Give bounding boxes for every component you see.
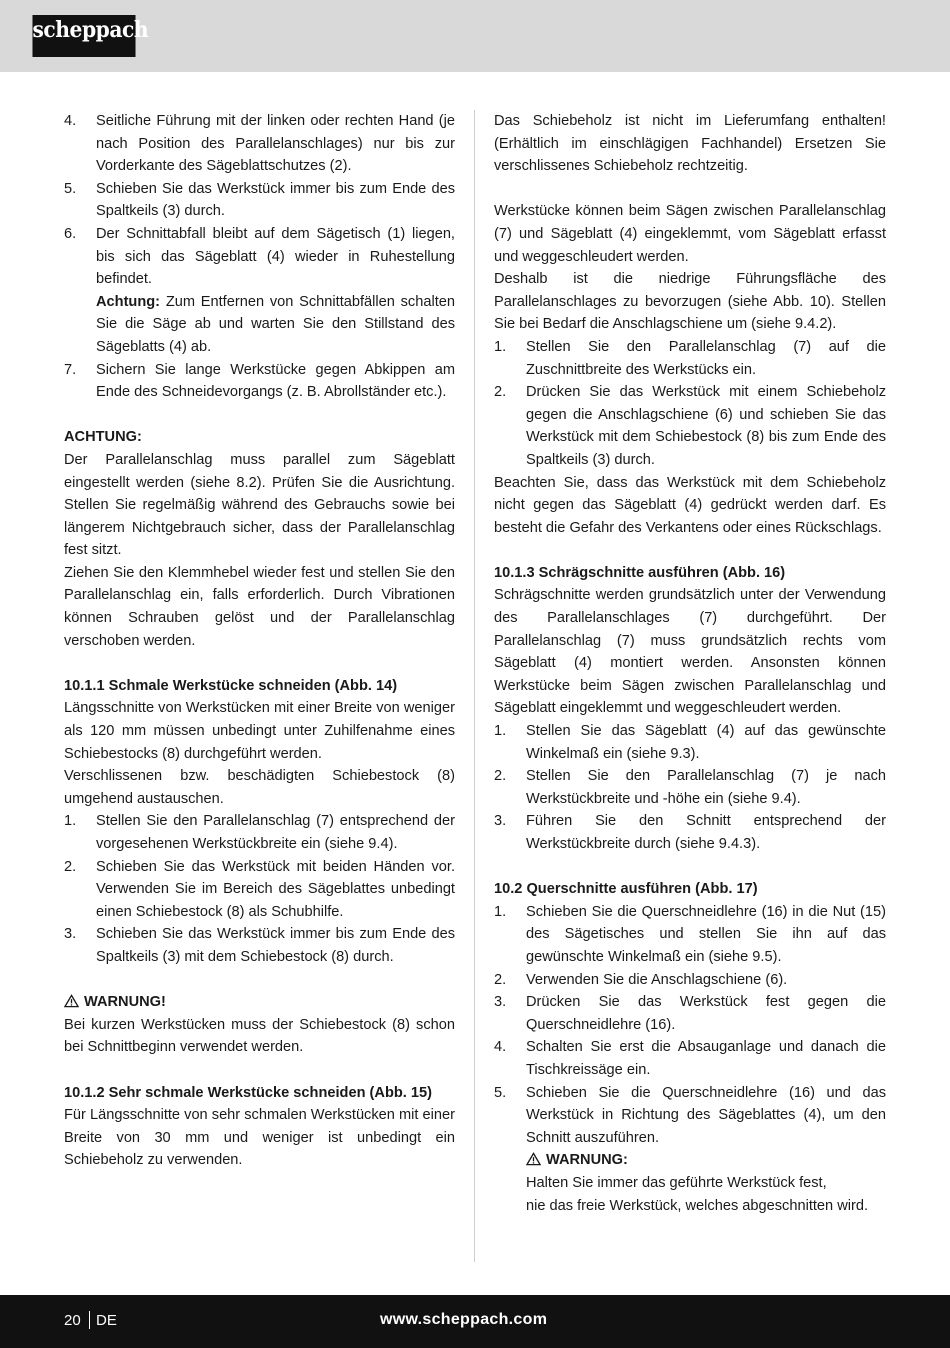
list-number: 5. xyxy=(494,1084,507,1101)
list-item xyxy=(494,1036,886,1081)
list-number: 4. xyxy=(64,113,77,129)
instruction-list xyxy=(64,810,455,968)
paragraph: Deshalb ist die niedrige Führungsfläche des Parallelanschlages zu bevorzugen (siehe Abb. 10). Stellen Sie bei Bedarf die Anschlagschiene um (siehe 9.4.2). xyxy=(494,271,886,333)
list-item xyxy=(64,359,455,404)
instruction-list xyxy=(494,901,886,1217)
section-heading-10-1-2: 10.1.2 Sehr schmale Werkstücke schneiden (Abb. 15) xyxy=(64,1084,432,1101)
achtung-paragraph: Der Parallelanschlag muss parallel zum Sägeblatt eingestellt werden (siehe 8.2). Prüfen Sie die Ausrichtung. Stellen Sie regelmäßig während des Gebrauchs sowie bei längerem Nichtgebrauch sicher, dass der Parallelanschlag fest sitzt. xyxy=(64,451,455,559)
section-heading-10-1-3: 10.1.3 Schrägschnitte ausführen (Abb. 16) xyxy=(494,564,786,581)
instruction-list xyxy=(494,720,886,856)
list-item xyxy=(64,223,455,359)
list-number: 1. xyxy=(494,903,507,920)
list-item xyxy=(64,923,455,968)
list-item xyxy=(64,110,455,178)
section-heading-10-1-1: 10.1.1 Schmale Werkstücke schneiden (Abb. 14) xyxy=(64,677,398,694)
warning-text-line: Halten Sie immer das geführte Werkstück fest, xyxy=(526,1174,827,1191)
section-paragraph: Verschlissenen bzw. beschädigten Schiebestock (8) umgehend austauschen. xyxy=(64,768,455,807)
list-text: Führen Sie den Schnitt entsprechend der Werkstückbreite durch (siehe 9.4.3). xyxy=(526,813,886,852)
list-text: Der Schnittabfall bleibt auf dem Sägetisch (1) liegen, bis sich das Sägeblatt (4) wieder in Ruhestellung befindet. xyxy=(96,225,455,288)
list-text: Drücken Sie das Werkstück fest gegen die Querschneidlehre (16). xyxy=(526,994,886,1033)
list-text: Stellen Sie den Parallelanschlag (7) je nach Werkstückbreite und -höhe ein (siehe 9.4). xyxy=(526,768,886,807)
list-item xyxy=(494,969,886,992)
list-text: Seitliche Führung mit der linken oder rechten Hand (je nach Position des Parallelanschlages) nur bis zur Vorderkante des Sägeblattschutzes (2). xyxy=(96,113,455,175)
list-item xyxy=(494,1082,886,1218)
warning-note xyxy=(526,1149,886,1172)
left-column xyxy=(64,110,455,1172)
list-item xyxy=(494,381,886,471)
list-number: 3. xyxy=(494,813,507,830)
language-code: DE xyxy=(96,1312,117,1329)
list-item xyxy=(64,810,455,855)
page-number: 20 xyxy=(64,1312,81,1329)
list-text: Schalten Sie erst die Absauganlage und danach die Tischkreissäge ein. xyxy=(526,1039,886,1078)
achtung-paragraph: Ziehen Sie den Klemmhebel wieder fest und stellen Sie den Parallelanschlag ein, falls erforderlich. Durch Vibrationen können Schrauben gelöst und der Parallelanschlag verschoben werden. xyxy=(64,564,455,649)
list-number: 3. xyxy=(494,994,507,1011)
achtung-heading: ACHTUNG: xyxy=(64,429,142,446)
instruction-list-continued xyxy=(64,110,455,404)
list-number: 7. xyxy=(64,361,77,378)
list-number: 2. xyxy=(64,858,77,875)
list-number: 4. xyxy=(494,1039,507,1056)
website-url: www.scheppach.com xyxy=(380,1311,548,1328)
section-paragraph: Für Längsschnitte von sehr schmalen Werkstücken mit einer Breite von 30 mm und weniger ist unbedingt ein Schiebeholz zu verwenden. xyxy=(64,1107,455,1169)
list-text: Drücken Sie das Werkstück mit einem Schiebeholz gegen die Anschlagschiene (6) und schieben Sie das Werkstück mit dem Schiebestock (8) bis zum Ende des Spaltkeils (3) durch. xyxy=(526,384,886,468)
section-paragraph: Schrägschnitte werden grundsätzlich unter der Verwendung des Parallelanschlages (7) durchgeführt. Der Parallelanschlag (7) muss grundsätzlich rechts vom Sägeblatt (4) montiert werden. Ansonsten können Werkstücke beim Sägen zwischen Parallelanschlag und Sägeblatt eingeklemmt und weggeschleudert werden. xyxy=(494,587,886,717)
paragraph: Beachten Sie, dass das Werkstück mit dem Schiebeholz nicht gegen das Sägeblatt (4) gedrückt werden darf. Es besteht die Gefahr des Verkantens oder eines Rückschlags. xyxy=(494,474,886,536)
list-number: 6. xyxy=(64,225,77,242)
warning-triangle-icon xyxy=(526,1152,541,1166)
note-text: Zum Entfernen von Schnittabfällen schalten Sie die Säge ab und warten Sie den Stillstand des Sägeblatts (4) ab. xyxy=(96,293,455,355)
warning-text-line: nie das freie Werkstück, welches abgeschnitten wird. xyxy=(526,1197,869,1214)
list-item xyxy=(494,765,886,810)
list-text: Schieben Sie das Werkstück mit beiden Händen vor. Verwenden Sie im Bereich des Sägeblattes unbedingt einen Schiebestock (8) als Schubhilfe. xyxy=(96,858,455,920)
instruction-list xyxy=(494,336,886,472)
list-item xyxy=(494,336,886,381)
list-number: 3. xyxy=(64,926,77,943)
list-text: Schieben Sie das Werkstück immer bis zum Ende des Spaltkeils (3) mit dem Schiebestock (8) durch. xyxy=(96,926,455,965)
list-text: Schieben Sie die Querschneidlehre (16) in die Nut (15) des Sägetisches und stellen Sie ihn auf das gewünschte Winkelmaß ein (siehe 9.5). xyxy=(526,903,886,965)
warning-text: Bei kurzen Werkstücken muss der Schiebestock (8) schon bei Schnittbeginn verwendet werden. xyxy=(64,1016,455,1056)
right-column xyxy=(494,110,886,1217)
list-text: Schieben Sie das Werkstück immer bis zum Ende des Spaltkeils (3) durch. xyxy=(96,180,455,220)
list-item xyxy=(64,178,455,223)
section-heading-10-2: 10.2 Querschnitte ausführen (Abb. 17) xyxy=(494,881,758,898)
section-paragraph: Längsschnitte von Werkstücken mit einer Breite von weniger als 120 mm müssen unbedingt unter Zuhilfenahme eines Schiebestocks (8) durchgeführt werden. xyxy=(64,700,455,762)
list-text: Stellen Sie den Parallelanschlag (7) entsprechend der vorgesehenen Werkstückbreite ein (siehe 9.4). xyxy=(96,813,455,852)
list-number: 2. xyxy=(494,971,507,988)
list-number: 5. xyxy=(64,180,77,197)
list-item xyxy=(494,720,886,765)
warning-label: WARNUNG: xyxy=(546,1152,628,1169)
page-footer xyxy=(0,1295,950,1348)
list-text: Schieben Sie die Querschneidlehre (16) und das Werkstück in Richtung des Sägeblattes (4), um den Schnitt auszuführen. xyxy=(526,1084,886,1146)
list-item xyxy=(494,991,886,1036)
list-item xyxy=(64,856,455,924)
list-number: 2. xyxy=(494,768,507,785)
brand-logo: scheppach xyxy=(32,15,135,57)
paragraph: Werkstücke können beim Sägen zwischen Parallelanschlag (7) und Sägeblatt (4) eingeklemmt, vom Sägeblatt erfasst und weggeschleudert werden. xyxy=(494,203,886,265)
warning-heading xyxy=(64,991,455,1014)
note-label: Achtung: xyxy=(96,293,161,310)
list-number: 2. xyxy=(494,384,507,401)
list-text: Stellen Sie das Sägeblatt (4) auf das gewünschte Winkelmaß ein (siehe 9.3). xyxy=(526,723,886,762)
list-number: 1. xyxy=(494,723,507,740)
list-number: 1. xyxy=(64,813,77,830)
list-item xyxy=(494,810,886,855)
list-text: Verwenden Sie die Anschlagschiene (6). xyxy=(526,971,788,988)
list-text: Sichern Sie lange Werkstücke gegen Abkippen am Ende des Schneidevorgangs (z. B. Abrollständer etc.). xyxy=(96,361,455,401)
warning-triangle-icon xyxy=(64,994,79,1008)
page-header xyxy=(0,0,950,72)
achtung-note xyxy=(96,291,455,359)
footer-separator xyxy=(89,1311,90,1329)
paragraph: Das Schiebeholz ist nicht im Lieferumfang enthalten! (Erhältlich im einschlägigen Fachhandel) Ersetzen Sie verschlissenes Schiebeholz rechtzeitig. xyxy=(494,113,886,175)
list-number: 1. xyxy=(494,338,507,355)
list-text: Stellen Sie den Parallelanschlag (7) auf die Zuschnittbreite des Werkstücks ein. xyxy=(526,338,886,378)
list-item xyxy=(494,901,886,969)
warning-label: WARNUNG! xyxy=(84,994,166,1011)
column-divider xyxy=(474,110,475,1262)
